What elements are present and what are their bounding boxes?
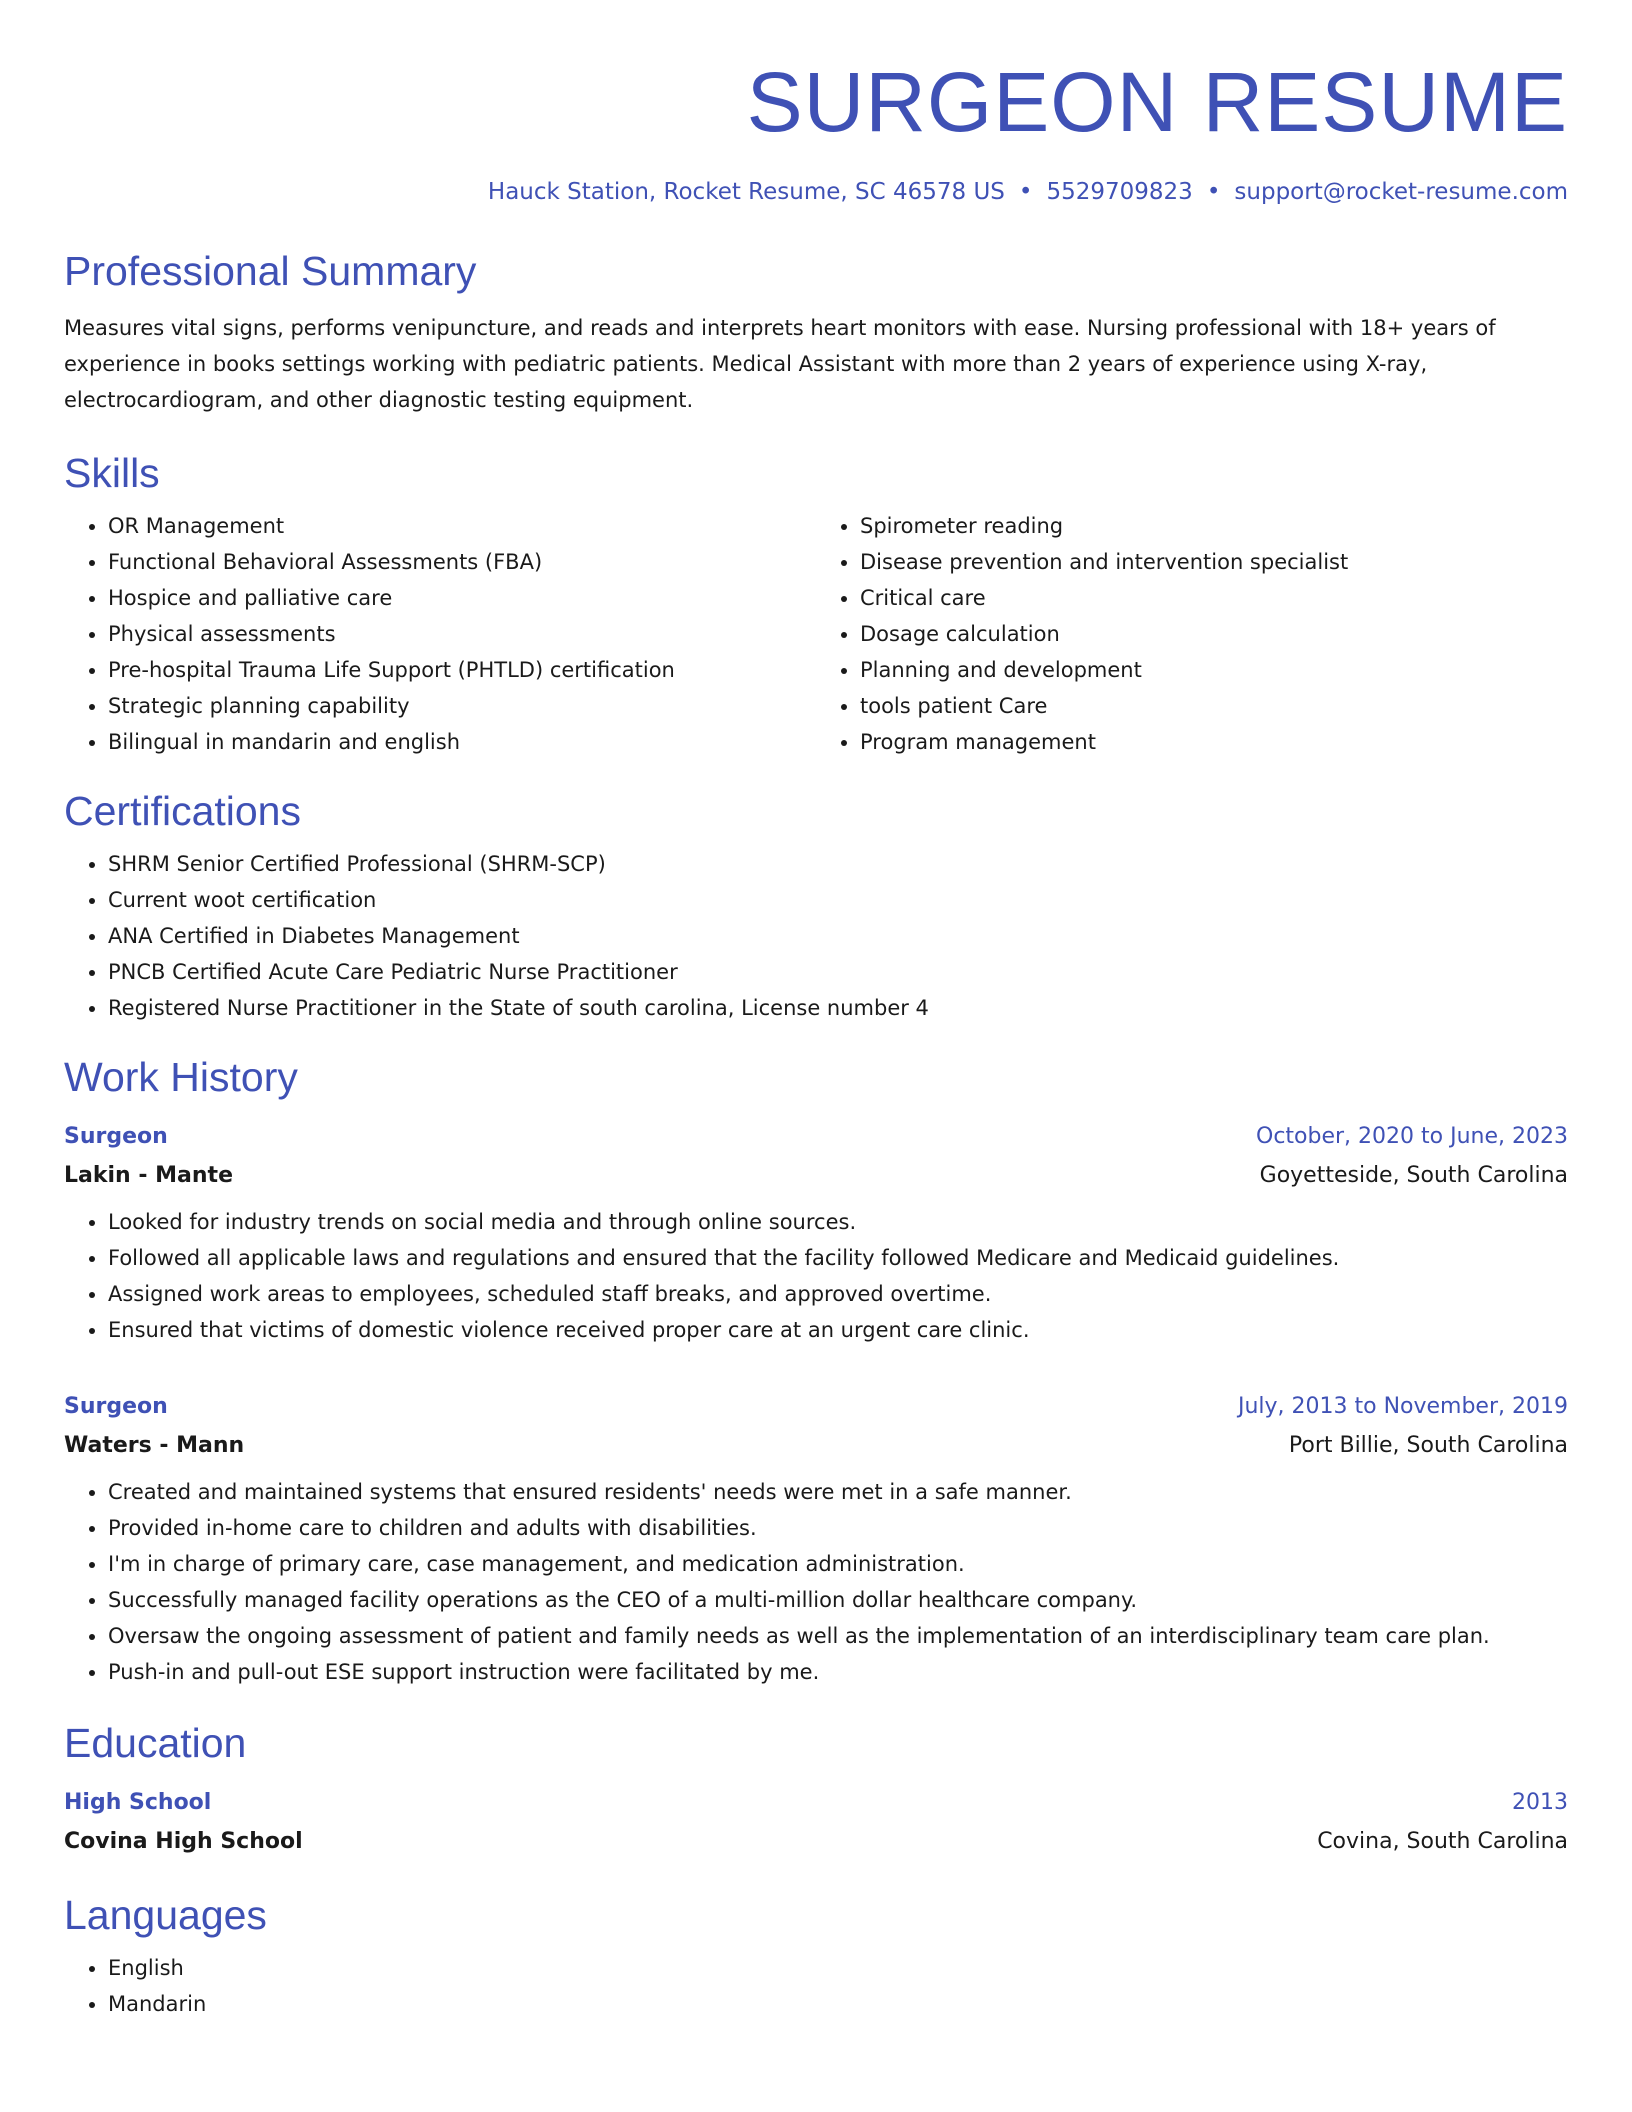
languages-list — [64, 1950, 1568, 2022]
section-work-history — [64, 1052, 1568, 1690]
section-heading: Certifications — [64, 788, 301, 834]
job-entry — [64, 1388, 1568, 1690]
contact-email: support@rocket-resume.com — [1234, 179, 1568, 205]
certifications-list — [64, 846, 1568, 1026]
job-bullet: • I'm in charge of primary care, case management, and medication administration. — [108, 1546, 1568, 1582]
skill-item: • Program management — [860, 724, 1568, 760]
section-heading: Professional Summary — [64, 248, 477, 294]
section-professional-summary — [64, 246, 1568, 418]
contact-separator: • — [1018, 179, 1033, 205]
skill-item: • Spirometer reading — [860, 508, 1568, 544]
skill-item: • Pre-hospital Trauma Life Support (PHTLD) certification — [108, 652, 816, 688]
skill-item: • OR Management — [108, 508, 816, 544]
job-dates: July, 2013 to November, 2019 — [1237, 1394, 1568, 1419]
section-education — [64, 1718, 1568, 1862]
resume-title: SURGEON RESUME — [746, 55, 1568, 149]
job-dates: October, 2020 to June, 2023 — [1256, 1124, 1568, 1149]
skill-item: • Functional Behavioral Assessments (FBA) — [108, 544, 816, 580]
job-bullet: • Created and maintained systems that ensured residents' needs were met in a safe manner. — [108, 1474, 1568, 1510]
contact-address: Hauck Station, Rocket Resume, SC 46578 US — [487, 179, 1005, 205]
certification-item: • Registered Nurse Practitioner in the State of south carolina, License number 4 — [108, 990, 1568, 1026]
section-heading: Education — [64, 1720, 247, 1766]
skill-item: • Physical assessments — [108, 616, 816, 652]
education-school-row — [64, 1822, 1568, 1862]
job-bullet: • Push-in and pull-out ESE support instruction were facilitated by me. — [108, 1654, 1568, 1690]
job-header-row — [64, 1118, 1568, 1156]
section-heading: Work History — [64, 1054, 298, 1100]
job-company: Waters - Mann — [64, 1433, 245, 1458]
job-company: Lakin - Mante — [64, 1163, 233, 1188]
job-role: Surgeon — [64, 1124, 168, 1149]
job-entry — [64, 1118, 1568, 1348]
skills-list-right — [816, 508, 1568, 760]
job-bullet: • Assigned work areas to employees, scheduled staff breaks, and approved overtime. — [108, 1276, 1568, 1312]
skill-item: • tools patient Care — [860, 688, 1568, 724]
section-languages — [64, 1890, 1568, 2022]
job-header-row — [64, 1388, 1568, 1426]
skill-item: • Planning and development — [860, 652, 1568, 688]
contact-line — [64, 176, 1568, 208]
job-company-row — [64, 1426, 1568, 1466]
job-bullet: • Successfully managed facility operations as the CEO of a multi-million dollar healthcare company. — [108, 1582, 1568, 1618]
job-bullets — [64, 1474, 1568, 1690]
job-location: Port Billie, South Carolina — [1288, 1433, 1568, 1458]
skill-item: • Disease prevention and intervention specialist — [860, 544, 1568, 580]
skills-columns — [64, 498, 1568, 760]
job-location: Goyetteside, South Carolina — [1259, 1163, 1568, 1188]
certification-item: • SHRM Senior Certified Professional (SHRM-SCP) — [108, 846, 1568, 882]
education-year: 2013 — [1512, 1790, 1568, 1815]
job-bullet: • Looked for industry trends on social media and through online sources. — [108, 1204, 1568, 1240]
job-bullets — [64, 1204, 1568, 1348]
contact-phone: 5529709823 — [1046, 179, 1193, 205]
job-company-row — [64, 1156, 1568, 1196]
job-bullet: • Provided in-home care to children and adults with disabilities. — [108, 1510, 1568, 1546]
skill-item: • Hospice and palliative care — [108, 580, 816, 616]
resume-header — [64, 0, 1568, 208]
skill-item: • Strategic planning capability — [108, 688, 816, 724]
job-role: Surgeon — [64, 1394, 168, 1419]
education-school: Covina High School — [64, 1829, 303, 1854]
section-certifications — [64, 786, 1568, 1026]
education-header-row — [64, 1784, 1568, 1822]
section-heading: Languages — [64, 1892, 267, 1938]
education-degree: High School — [64, 1790, 212, 1815]
education-entry — [64, 1784, 1568, 1862]
contact-separator: • — [1206, 179, 1221, 205]
language-item: • English — [108, 1950, 1568, 1986]
language-item: • Mandarin — [108, 1986, 1568, 2022]
skill-item: • Bilingual in mandarin and english — [108, 724, 816, 760]
education-location: Covina, South Carolina — [1317, 1829, 1568, 1854]
job-bullet: • Ensured that victims of domestic violence received proper care at an urgent care clinic. — [108, 1312, 1568, 1348]
job-bullet: • Oversaw the ongoing assessment of patient and family needs as well as the implementation of an interdisciplinary team care plan. — [108, 1618, 1568, 1654]
section-heading: Skills — [64, 450, 160, 496]
skill-item: • Critical care — [860, 580, 1568, 616]
skill-item: • Dosage calculation — [860, 616, 1568, 652]
job-bullet: • Followed all applicable laws and regulations and ensured that the facility followed Medicare and Medicaid guidelines. — [108, 1240, 1568, 1276]
certification-item: • ANA Certified in Diabetes Management — [108, 918, 1568, 954]
certification-item: • PNCB Certified Acute Care Pediatric Nurse Practitioner — [108, 954, 1568, 990]
section-skills — [64, 448, 1568, 760]
skills-list-left — [64, 508, 816, 760]
certification-item: • Current woot certification — [108, 882, 1568, 918]
summary-text: Measures vital signs, performs venipuncture, and reads and interprets heart monitors with ease. Nursing professional with 18+ years of experience in books settings working with pediatric patients. Medical Assistant with more than 2 years of experience using X-ray, electrocardiogram, and other diagnostic testing equipment. — [64, 316, 1496, 412]
